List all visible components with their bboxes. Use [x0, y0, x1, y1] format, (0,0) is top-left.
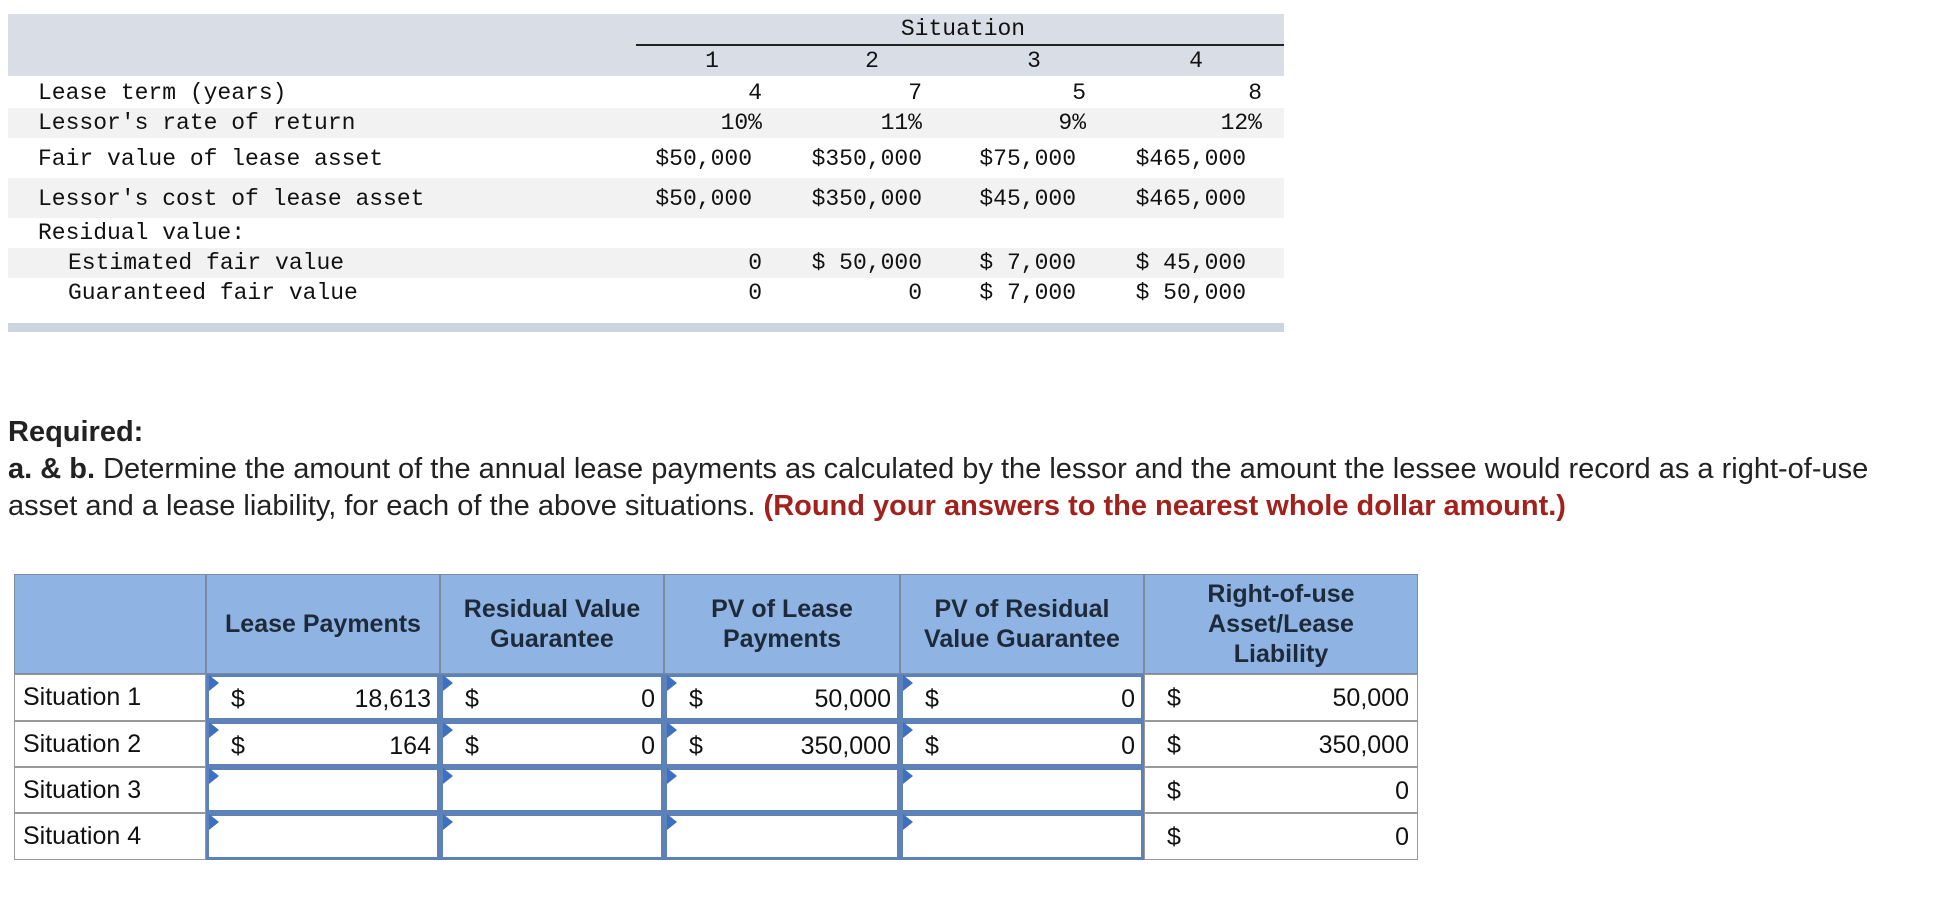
flag-icon: [667, 768, 677, 784]
row-label: Lessor's rate of return: [38, 110, 356, 136]
cell-value: $350,000: [811, 146, 922, 172]
required-body: [8, 451, 1918, 525]
cell-value: $465,000: [1135, 186, 1246, 212]
currency-symbol: $: [1167, 777, 1181, 805]
residual-guarantee-input[interactable]: [440, 721, 664, 767]
flag-icon: [667, 814, 677, 830]
residual-guarantee-input[interactable]: [440, 674, 664, 721]
residual-guarantee-input[interactable]: [440, 767, 664, 813]
cell-value: $ 50,000: [1135, 280, 1246, 306]
required-title: Required:: [8, 416, 144, 448]
rou-asset-value: [1144, 674, 1418, 721]
cell-value: 0: [748, 250, 762, 276]
flag-icon: [667, 722, 677, 738]
currency-symbol: $: [1167, 684, 1181, 712]
currency-symbol: $: [465, 685, 479, 713]
cell-value: $75,000: [979, 146, 1076, 172]
row-label-situation-4: Situation 4: [14, 813, 206, 860]
table-row: [8, 138, 1284, 178]
pv-residual-input[interactable]: [900, 813, 1144, 860]
pv-lease-payments-input[interactable]: [664, 767, 900, 813]
cell-value: $465,000: [1135, 146, 1246, 172]
answer-table: [14, 574, 1418, 860]
currency-symbol: $: [1167, 731, 1181, 759]
flag-icon: [667, 675, 677, 691]
computed-value: 350,000: [1318, 731, 1409, 759]
currency-symbol: $: [1167, 823, 1181, 851]
cell-value: $ 50,000: [811, 250, 922, 276]
residual-guarantee-input[interactable]: [440, 813, 664, 860]
cell-value: 11%: [880, 110, 922, 136]
currency-symbol: $: [465, 732, 479, 760]
required-instructions: [8, 414, 1918, 525]
header-blank: [14, 574, 206, 674]
table-row: [8, 178, 1284, 218]
row-label: Guaranteed fair value: [68, 280, 358, 306]
pv-residual-input[interactable]: [900, 721, 1144, 767]
table-row: [8, 108, 1284, 138]
input-value: 0: [1121, 685, 1135, 713]
pv-residual-input[interactable]: [900, 674, 1144, 721]
cell-value: 10%: [720, 110, 762, 136]
currency-symbol: $: [925, 732, 939, 760]
table-row: [8, 248, 1284, 278]
cell-value: 7: [908, 80, 922, 106]
input-value: 50,000: [814, 685, 891, 713]
cell-value: $350,000: [811, 186, 922, 212]
flag-icon: [443, 814, 453, 830]
currency-symbol: $: [689, 685, 703, 713]
pv-residual-input[interactable]: [900, 767, 1144, 813]
cell-value: $ 7,000: [979, 280, 1076, 306]
currency-symbol: $: [925, 685, 939, 713]
cell-value: 8: [1248, 80, 1262, 106]
row-label: Lessor's cost of lease asset: [38, 186, 425, 212]
input-value: 0: [641, 732, 655, 760]
cell-value: $50,000: [655, 146, 752, 172]
situation-rule: [636, 44, 1284, 46]
cell-value: 4: [748, 80, 762, 106]
flag-icon: [903, 814, 913, 830]
row-label-situation-2: Situation 2: [14, 721, 206, 767]
computed-value: 50,000: [1332, 684, 1409, 712]
column-number: 3: [1027, 48, 1041, 74]
lease-payments-input[interactable]: [206, 813, 440, 860]
header-lease-payments: Lease Payments: [206, 574, 440, 674]
header-pv-lease-payments: PV of Lease Payments: [664, 574, 900, 674]
input-value: 164: [389, 732, 431, 760]
pv-lease-payments-input[interactable]: [664, 674, 900, 721]
cell-value: 5: [1072, 80, 1086, 106]
given-data-table: [8, 14, 1284, 332]
row-label-situation-3: Situation 3: [14, 767, 206, 813]
input-value: 350,000: [800, 732, 891, 760]
flag-icon: [209, 675, 219, 691]
flag-icon: [443, 768, 453, 784]
situation-title: Situation: [900, 16, 1026, 42]
row-label-situation-1: Situation 1: [14, 674, 206, 721]
cell-value: $45,000: [979, 186, 1076, 212]
pv-lease-payments-input[interactable]: [664, 721, 900, 767]
input-value: 0: [641, 685, 655, 713]
flag-icon: [903, 768, 913, 784]
part-label: a. & b.: [8, 453, 96, 485]
header-rou-asset: Right-of-use Asset/Lease Liability: [1144, 574, 1418, 674]
column-number: 4: [1189, 48, 1203, 74]
flag-icon: [443, 722, 453, 738]
row-label: Estimated fair value: [68, 250, 345, 276]
lease-payments-input[interactable]: [206, 721, 440, 767]
lease-payments-input[interactable]: [206, 767, 440, 813]
table-row: [8, 218, 1284, 248]
rou-asset-value: [1144, 813, 1418, 860]
currency-symbol: $: [231, 732, 245, 760]
input-value: 0: [1121, 732, 1135, 760]
row-label: Fair value of lease asset: [38, 146, 384, 172]
flag-icon: [903, 722, 913, 738]
footer-band: [8, 323, 1284, 332]
cell-value: $50,000: [655, 186, 752, 212]
pv-lease-payments-input[interactable]: [664, 813, 900, 860]
flag-icon: [209, 768, 219, 784]
table-row: [8, 278, 1284, 308]
cell-value: 0: [748, 280, 762, 306]
cell-value: 0: [908, 280, 922, 306]
rou-asset-value: [1144, 721, 1418, 767]
rounding-note: (Round your answers to the nearest whole dollar amount.): [763, 490, 1566, 522]
currency-symbol: $: [689, 732, 703, 760]
column-number: 2: [865, 48, 879, 74]
flag-icon: [903, 675, 913, 691]
rou-asset-value: [1144, 767, 1418, 813]
cell-value: 12%: [1220, 110, 1262, 136]
instruction-text: Determine the amount of the annual lease payments as calculated by the lessor and the amount the lessee would record as a right-of-use asset and a lease liability, for each of the above situations.: [8, 453, 1869, 522]
header-pv-residual-guarantee: PV of Residual Value Guarantee: [900, 574, 1144, 674]
row-label: Residual value:: [38, 220, 246, 246]
currency-symbol: $: [231, 685, 245, 713]
flag-icon: [443, 675, 453, 691]
header-residual-value-guarantee: Residual Value Guarantee: [440, 574, 664, 674]
computed-value: 0: [1395, 777, 1409, 805]
table-row: [8, 78, 1284, 108]
computed-value: 0: [1395, 823, 1409, 851]
row-label: Lease term (years): [38, 80, 287, 106]
column-number: 1: [705, 48, 719, 74]
lease-payments-input[interactable]: [206, 674, 440, 721]
cell-value: 9%: [1058, 110, 1086, 136]
flag-icon: [209, 722, 219, 738]
cell-value: $ 7,000: [979, 250, 1076, 276]
flag-icon: [209, 814, 219, 830]
cell-value: $ 45,000: [1135, 250, 1246, 276]
input-value: 18,613: [354, 685, 431, 713]
